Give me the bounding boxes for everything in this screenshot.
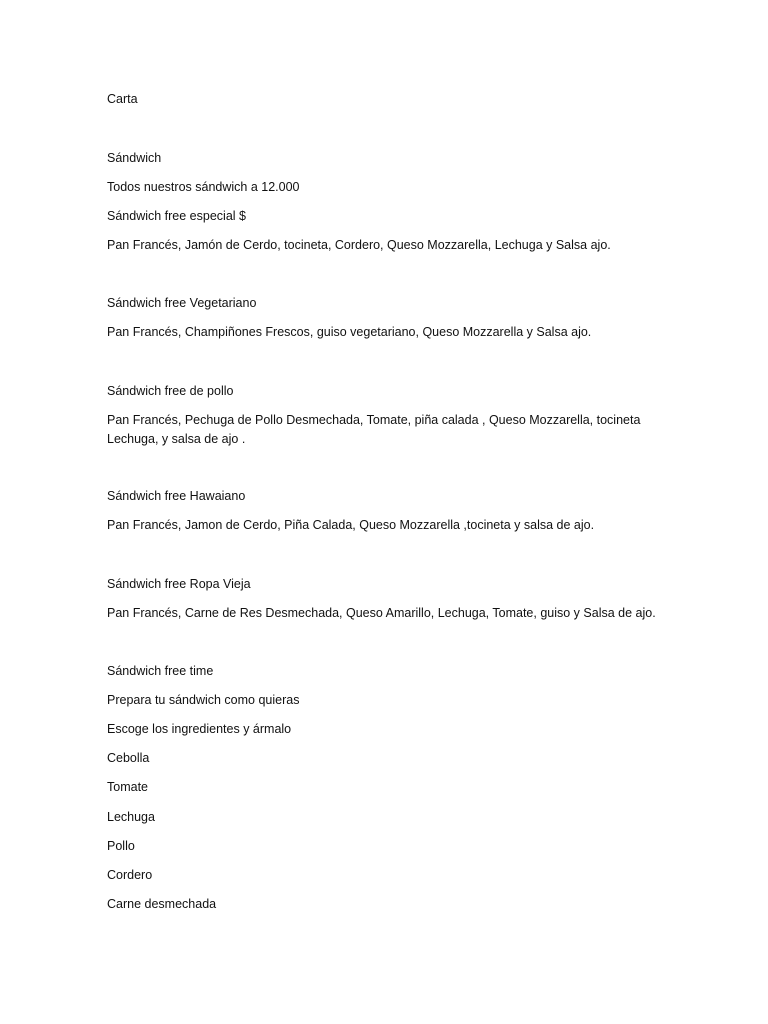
item-description: Pan Francés, Jamon de Cerdo, Piña Calada, Queso Mozzarella ,tocineta y salsa de ajo. — [107, 518, 595, 532]
item-name: Sándwich free Hawaiano — [107, 489, 246, 503]
document-title: Carta — [107, 92, 138, 106]
item-name: Sándwich free Ropa Vieja — [107, 577, 251, 591]
ingredient-item: Cordero — [107, 868, 153, 882]
price-note: Todos nuestros sándwich a 12.000 — [107, 180, 300, 194]
ingredient-item: Carne desmechada — [107, 897, 217, 911]
ingredient-item: Cebolla — [107, 751, 150, 765]
ingredient-item: Lechuga — [107, 810, 155, 824]
item-description: Pan Francés, Carne de Res Desmechada, Queso Amarillo, Lechuga, Tomate, guiso y Salsa de ajo. — [107, 606, 656, 620]
custom-instruction: Prepara tu sándwich como quieras — [107, 693, 300, 707]
item-name: Sándwich free de pollo — [107, 384, 234, 398]
item-name: Sándwich free especial $ — [107, 209, 246, 223]
item-description: Pan Francés, Pechuga de Pollo Desmechada, Tomate, piña calada , Queso Mozzarella, tocineta Lechuga, y salsa de ajo . — [107, 413, 641, 446]
custom-instruction: Escoge los ingredientes y ármalo — [107, 722, 292, 736]
item-name: Sándwich free Vegetariano — [107, 296, 257, 310]
item-description: Pan Francés, Jamón de Cerdo, tocineta, Cordero, Queso Mozzarella, Lechuga y Salsa ajo. — [107, 238, 611, 252]
custom-item-name: Sándwich free time — [107, 664, 214, 678]
ingredient-item: Pollo — [107, 839, 135, 853]
item-description: Pan Francés, Champiñones Frescos, guiso vegetariano, Queso Mozzarella y Salsa ajo. — [107, 325, 592, 339]
section-heading: Sándwich — [107, 151, 162, 165]
ingredient-item: Tomate — [107, 780, 148, 794]
